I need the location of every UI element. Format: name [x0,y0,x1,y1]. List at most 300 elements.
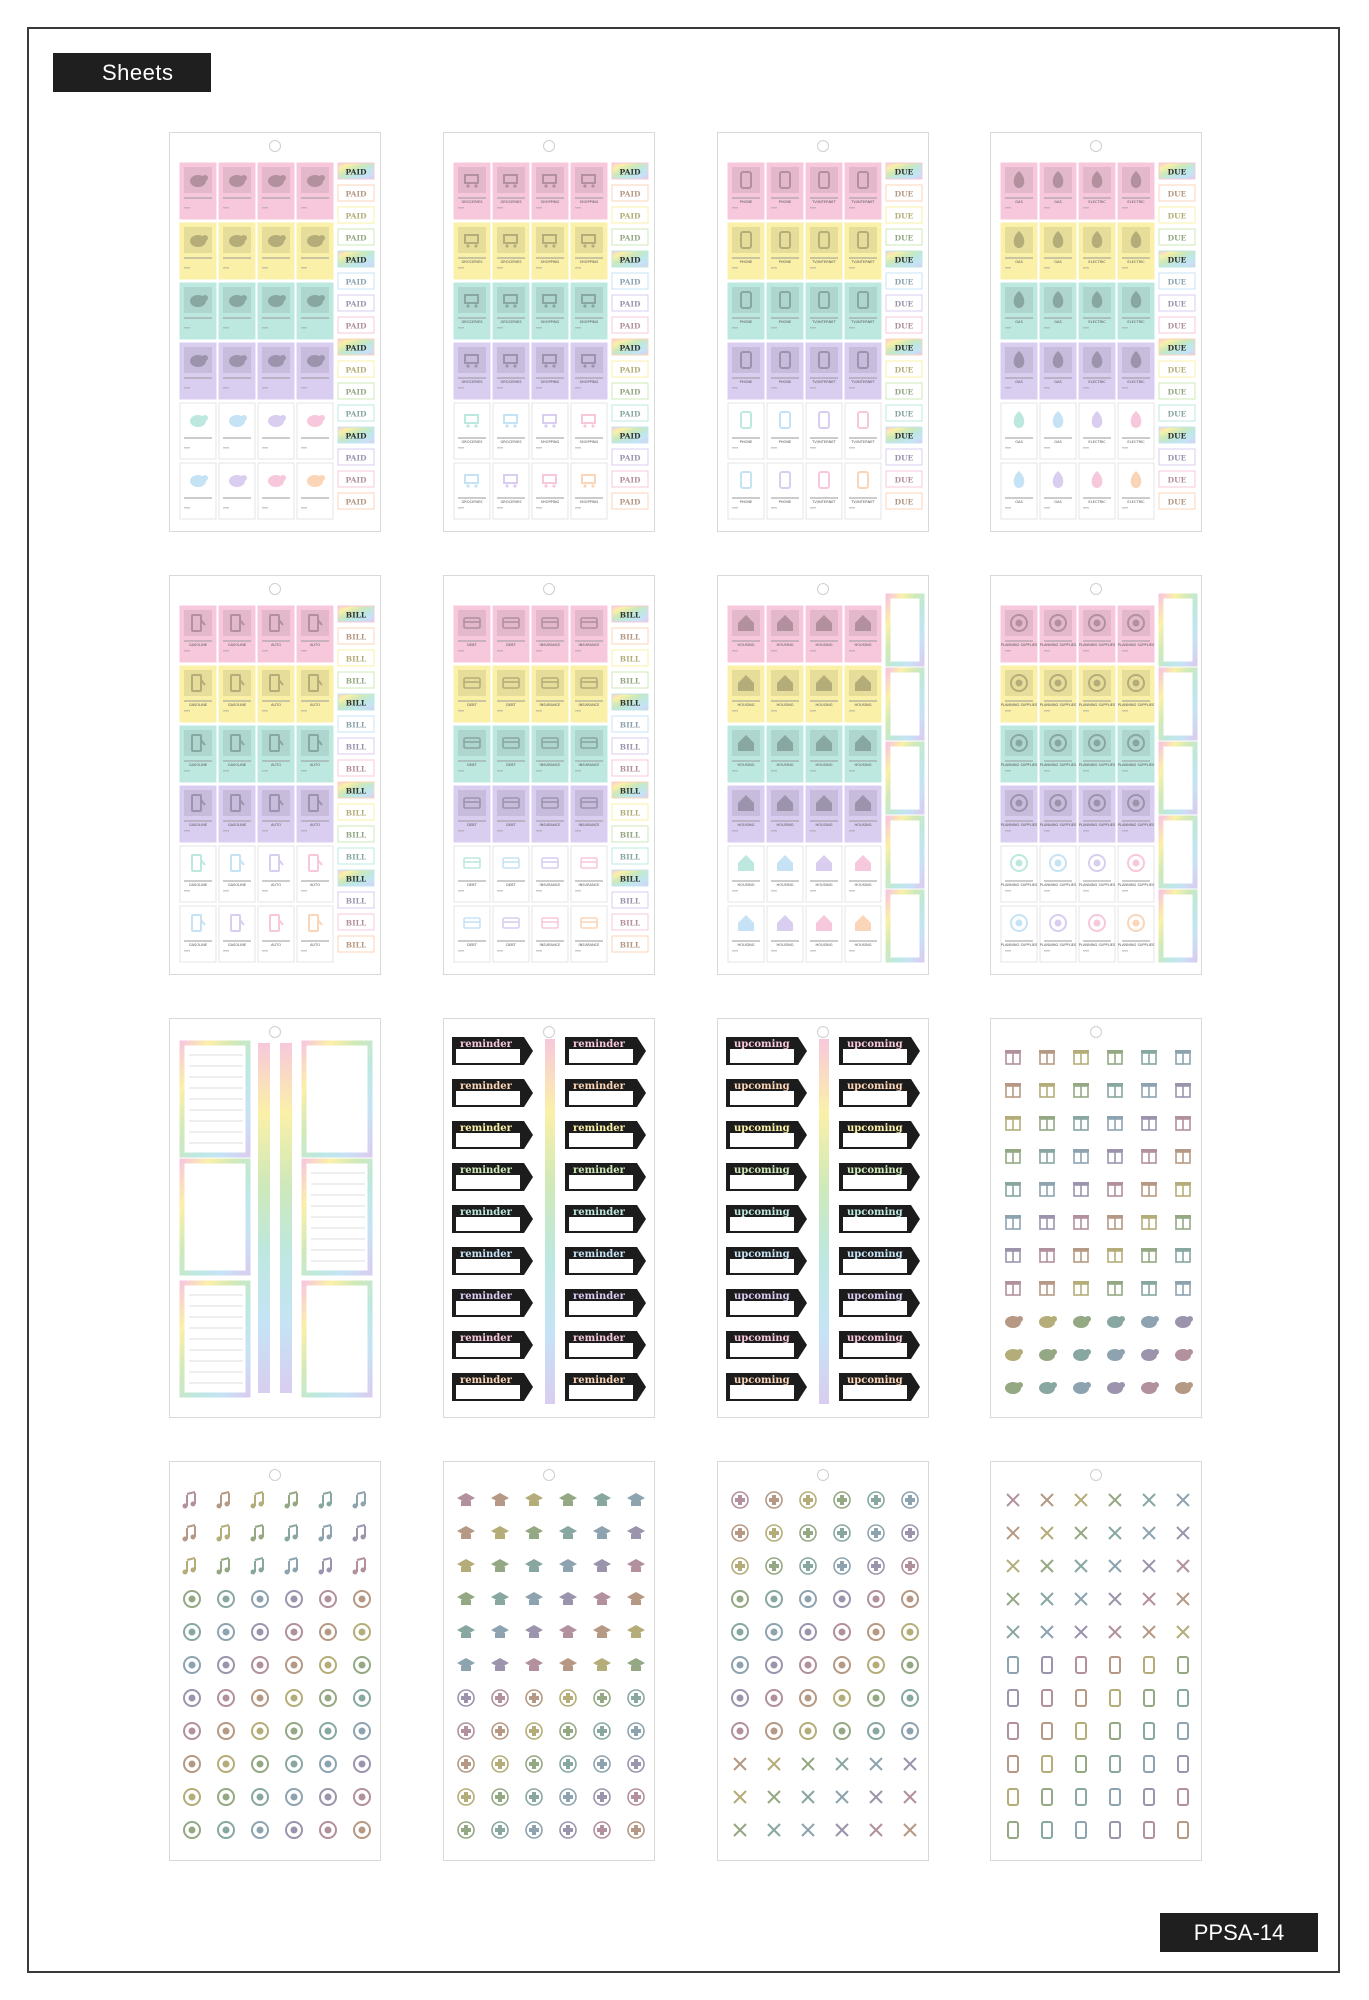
sticker-caption: GAS [1015,260,1023,264]
medical-cross-icon [870,1791,882,1803]
sticker-caption-line [301,880,329,882]
music-note-icon [183,1492,196,1509]
gift-icon [1141,1248,1157,1262]
graduation-cap-icon [457,1592,475,1605]
sticker-sheet-housing [717,575,929,975]
sticker-caption-line [223,820,251,822]
medical-cross-icon [802,1758,814,1770]
graduation-cap-icon [458,1822,474,1838]
medical-cross-icon [800,1624,816,1640]
sticker-caption-line [458,317,486,319]
tab-label: PAID [345,387,367,397]
music-note-icon [184,1690,200,1706]
sticker-caption-line [262,437,290,439]
sticker-caption-line [771,640,799,642]
flag-label: reminder [460,1207,512,1218]
music-note-icon [184,1756,200,1772]
gift-icon [1107,1149,1123,1163]
sticker-caption-line [1122,700,1150,702]
page-title: Sheets [53,53,211,92]
sticker-caption: DEBT [506,943,516,947]
music-note-icon [251,1558,264,1575]
sticker-tile [454,846,490,902]
sticker-caption-line [1044,317,1072,319]
medical-cross-icon [800,1525,816,1541]
tab-label: DUE [1167,365,1187,375]
graduation-cap-icon [627,1625,645,1638]
sticker-caption-line [497,700,525,702]
sticker-caption: SHOPPING [579,200,599,204]
sticker-caption-line [1122,377,1150,379]
sticker-caption-line [1044,197,1072,199]
music-note-icon [354,1822,370,1838]
sticker-caption: SHOPPING [579,320,599,324]
tab-label: PAID [345,321,367,331]
sticker-caption-line [497,317,525,319]
sticker-caption: GASOLINE [227,943,247,947]
sticker-caption-line [184,640,212,642]
sticker-caption-line [732,940,760,942]
flag-label: upcoming [734,1375,790,1386]
tab-label: BILL [345,676,367,686]
gift-icon [1141,1281,1157,1295]
fork-knife-icon [1144,1756,1154,1772]
sticker-caption: GASOLINE [188,943,208,947]
graduation-cap-icon [560,1789,576,1805]
tab-label: BILL [619,786,641,796]
sticker-caption: DEBT [506,763,516,767]
music-note-icon [319,1492,332,1509]
tab-label: DUE [1167,497,1187,507]
sticker-caption-line [849,197,877,199]
graduation-cap-icon [491,1625,509,1638]
flag-label: upcoming [734,1081,790,1092]
medical-cross-icon [734,1824,746,1836]
sticker-caption-line [1005,880,1033,882]
sticker-caption: GROCERIES [461,200,483,204]
graduation-cap-icon [491,1658,509,1671]
sticker-caption-line [458,377,486,379]
sticker-caption-line [732,377,760,379]
tab-label: BILL [619,874,641,884]
sticker-caption-line [497,940,525,942]
sticker-caption-line [849,497,877,499]
sticker-caption-line [262,497,290,499]
sticker-caption-line [536,197,564,199]
sticker-caption: TV/INTERNET [851,260,875,264]
sticker-caption-line [184,437,212,439]
gift-icon [1039,1382,1057,1394]
music-note-icon [184,1624,200,1640]
medical-cross-icon [834,1492,850,1508]
graduation-cap-icon [492,1690,508,1706]
fork-knife-icon [1076,1723,1086,1739]
music-note-icon [218,1723,234,1739]
sticker-tile [219,463,255,519]
sticker-tile [571,403,607,459]
graduation-cap-icon [525,1658,543,1671]
music-note-icon [218,1657,234,1673]
sticker-caption-line [1044,700,1072,702]
fork-knife-icon [1144,1657,1154,1673]
medical-cross-icon [902,1558,918,1574]
tab-label: BILL [345,610,367,620]
tab-label: BILL [345,720,367,730]
tab-label: BILL [345,764,367,774]
sticker-caption: GASOLINE [227,703,247,707]
sticker-caption-line [536,880,564,882]
flag-label: upcoming [734,1291,790,1302]
sticker-caption-line [262,377,290,379]
tab-label: DUE [1167,343,1187,353]
medical-cross-icon [766,1591,782,1607]
sticker-caption-line [1083,880,1111,882]
sticker-caption: PLANNING SUPPLIES [1000,943,1038,947]
fork-knife-icon [1143,1527,1155,1539]
graduation-cap-icon [492,1723,508,1739]
tab-label: DUE [1167,387,1187,397]
music-note-icon [320,1624,336,1640]
gift-icon [1107,1382,1125,1394]
tab-label: BILL [345,918,367,928]
sticker-caption-line [184,497,212,499]
music-note-icon [320,1723,336,1739]
sticker-caption-line [536,760,564,762]
sticker-caption-line [575,640,603,642]
tab-label: DUE [1167,409,1187,419]
music-note-icon [353,1558,366,1575]
tab-label: DUE [894,365,914,375]
sticker-sheet-upcoming [717,1018,929,1418]
music-note-icon [319,1558,332,1575]
fork-knife-icon [1144,1723,1154,1739]
fork-knife-icon [1110,1690,1120,1706]
sticker-caption-line [1122,640,1150,642]
sticker-caption: TV/INTERNET [812,380,836,384]
sticker-caption: INSURANCE [539,643,561,647]
sticker-caption: PLANNING SUPPLIES [1039,643,1077,647]
graduation-cap-icon [593,1526,611,1539]
sticker-caption: SHOPPING [540,320,560,324]
music-note-icon [285,1492,298,1509]
fork-knife-icon [1007,1593,1019,1605]
medical-cross-icon [766,1624,782,1640]
medical-cross-icon [732,1591,748,1607]
sticker-caption: DEBT [467,943,477,947]
medical-cross-icon [836,1758,848,1770]
sticker-caption: SHOPPING [540,260,560,264]
sticker-art [444,576,655,975]
sticker-caption-line [1083,317,1111,319]
graduation-cap-icon [458,1723,474,1739]
tab-label: BILL [619,808,641,818]
graduation-cap-icon [457,1493,475,1506]
sticker-caption-line [575,820,603,822]
sticker-sheet-planning [990,575,1202,975]
graduation-cap-icon [594,1789,610,1805]
tab-label: BILL [619,896,641,906]
fork-knife-icon [1007,1527,1019,1539]
sticker-caption: GAS [1015,200,1023,204]
sticker-caption: INSURANCE [539,823,561,827]
flag-label: reminder [573,1207,625,1218]
sticker-caption: PLANNING SUPPLIES [1039,883,1077,887]
fork-knife-icon [1076,1690,1086,1706]
sticker-caption: PLANNING SUPPLIES [1078,703,1116,707]
sticker-caption-line [497,437,525,439]
sticker-caption-line [1083,437,1111,439]
sticker-caption-line [771,257,799,259]
medical-cross-icon [904,1791,916,1803]
medical-cross-icon [732,1492,748,1508]
tab-label: BILL [345,852,367,862]
music-note-icon [217,1525,230,1542]
tab-label: BILL [345,830,367,840]
sticker-caption: PLANNING SUPPLIES [1117,943,1155,947]
sticker-caption: PHONE [739,260,753,264]
sticker-caption: PLANNING SUPPLIES [1000,883,1038,887]
sticker-caption-line [458,257,486,259]
sticker-caption: INSURANCE [578,823,600,827]
sticker-caption: GASOLINE [227,763,247,767]
sticker-caption: ELECTRIC [1127,500,1145,504]
music-note-icon [320,1789,336,1805]
music-note-icon [217,1558,230,1575]
sticker-caption: TV/INTERNET [851,500,875,504]
sticker-caption-line [262,197,290,199]
graduation-cap-icon [458,1756,474,1772]
medical-cross-icon [834,1624,850,1640]
tab-label: DUE [894,453,914,463]
medical-cross-icon [800,1558,816,1574]
music-note-icon [184,1591,200,1607]
music-note-icon [354,1789,370,1805]
sticker-sheet-gifts [990,1018,1202,1418]
sticker-caption: INSURANCE [578,703,600,707]
tab-label: BILL [619,830,641,840]
sticker-tile [532,846,568,902]
sticker-caption-line [497,880,525,882]
sticker-caption-line [223,197,251,199]
sticker-caption: GROCERIES [500,500,522,504]
sticker-caption-line [575,700,603,702]
gift-icon [1107,1083,1123,1097]
gift-icon [1005,1281,1021,1295]
sticker-caption-line [1005,640,1033,642]
fork-knife-icon [1042,1690,1052,1706]
sticker-caption-line [536,317,564,319]
tab-label: PAID [619,387,641,397]
music-note-icon [320,1690,336,1706]
fork-knife-icon [1042,1723,1052,1739]
gift-icon [1005,1083,1021,1097]
graduation-cap-icon [491,1493,509,1506]
fork-knife-icon [1007,1560,1019,1572]
sticker-sheet-health [717,1461,929,1861]
sticker-tile [571,463,607,519]
medical-cross-icon [902,1525,918,1541]
sticker-caption-line [849,700,877,702]
music-note-icon [218,1756,234,1772]
graduation-cap-icon [491,1592,509,1605]
gift-icon [1107,1316,1125,1328]
gift-icon [1005,1215,1021,1229]
sticker-caption-line [732,317,760,319]
rainbow-border-sticker [1161,892,1195,960]
sticker-caption: GROCERIES [461,440,483,444]
sticker-tile [571,846,607,902]
sticker-caption: ELECTRIC [1127,260,1145,264]
sticker-caption-line [810,820,838,822]
tab-label: BILL [345,632,367,642]
fork-knife-icon [1041,1626,1053,1638]
sticker-caption: GROCERIES [500,380,522,384]
rainbow-border-sticker [888,744,922,812]
sticker-caption: AUTO [270,643,282,647]
tab-label: PAID [619,409,641,419]
graduation-cap-icon [559,1559,577,1572]
sticker-caption-line [810,700,838,702]
sticker-caption-line [536,640,564,642]
sticker-caption: PHONE [778,200,792,204]
rainbow-border-sticker [1161,596,1195,664]
sticker-art [444,1462,655,1861]
sticker-sheet-reminder [443,1018,655,1418]
music-note-icon [285,1558,298,1575]
sticker-caption: ELECTRIC [1127,320,1145,324]
sticker-caption: HOUSING [815,763,833,767]
sticker-caption: AUTO [270,763,282,767]
sticker-caption-line [771,820,799,822]
sticker-caption-line [536,497,564,499]
tab-label: PAID [345,453,367,463]
medical-cross-icon [902,1723,918,1739]
gift-icon [1141,1215,1157,1229]
medical-cross-icon [768,1791,780,1803]
gift-icon [1039,1349,1057,1361]
medical-cross-icon [868,1492,884,1508]
gift-icon [1039,1248,1055,1262]
medical-cross-icon [868,1624,884,1640]
fork-knife-icon [1076,1822,1086,1838]
sticker-caption-line [849,940,877,942]
sticker-caption: SHOPPING [540,440,560,444]
flag-label: reminder [460,1333,512,1344]
sticker-tile [297,403,333,459]
gift-icon [1073,1281,1089,1295]
sticker-caption-line [810,257,838,259]
sticker-caption-line [1044,820,1072,822]
fork-knife-icon [1144,1789,1154,1805]
tab-label: PAID [345,431,367,441]
tab-label: PAID [619,453,641,463]
tab-label: DUE [894,497,914,507]
sticker-caption: PLANNING SUPPLIES [1000,763,1038,767]
music-note-icon [354,1591,370,1607]
sticker-caption-line [810,317,838,319]
sticker-caption-line [301,760,329,762]
sticker-caption-line [575,940,603,942]
sticker-caption-line [184,880,212,882]
gift-icon [1039,1215,1055,1229]
sticker-caption: GASOLINE [188,703,208,707]
sticker-caption: GROCERIES [461,500,483,504]
tab-label: PAID [345,409,367,419]
sticker-caption-line [771,940,799,942]
gift-icon [1107,1215,1123,1229]
graduation-cap-icon [627,1658,645,1671]
medical-cross-icon [902,1657,918,1673]
sticker-caption-line [810,880,838,882]
graduation-cap-icon [594,1690,610,1706]
gift-icon [1141,1382,1159,1394]
gift-icon [1039,1149,1055,1163]
sticker-caption-line [262,820,290,822]
fork-knife-icon [1178,1690,1188,1706]
music-note-icon [320,1822,336,1838]
fork-knife-icon [1076,1789,1086,1805]
medical-cross-icon [902,1624,918,1640]
sticker-sheet-dining [990,1461,1202,1861]
rainbow-border-sticker [1161,818,1195,886]
gift-icon [1005,1382,1023,1394]
tab-label: DUE [1167,277,1187,287]
sticker-tile [767,906,803,962]
music-note-icon [184,1723,200,1739]
sticker-caption: PLANNING SUPPLIES [1078,763,1116,767]
sticker-caption: GASOLINE [188,763,208,767]
graduation-cap-icon [593,1559,611,1572]
sticker-caption-line [1005,317,1033,319]
sticker-caption: ELECTRIC [1088,320,1106,324]
tab-label: BILL [345,654,367,664]
music-note-icon [285,1525,298,1542]
sticker-sheet-auto [169,575,381,975]
sticker-sheet-shopping [443,132,655,532]
sticker-caption: PLANNING SUPPLIES [1039,763,1077,767]
tab-label: DUE [894,431,914,441]
tab-label: PAID [619,431,641,441]
sticker-caption: SHOPPING [540,500,560,504]
sticker-caption-line [536,377,564,379]
music-note-icon [252,1657,268,1673]
fork-knife-icon [1178,1756,1188,1772]
fork-knife-icon [1007,1626,1019,1638]
music-note-icon [354,1624,370,1640]
sticker-caption: AUTO [270,883,282,887]
sticker-caption: HOUSING [854,703,872,707]
sticker-caption: HOUSING [815,703,833,707]
gift-icon [1175,1281,1191,1295]
sticker-caption: SHOPPING [579,380,599,384]
sticker-caption: GROCERIES [500,440,522,444]
flag-label: upcoming [847,1207,903,1218]
sticker-caption-line [732,880,760,882]
medical-cross-icon [768,1758,780,1770]
fork-knife-icon [1109,1626,1121,1638]
tab-label: BILL [345,940,367,950]
sticker-caption-line [301,437,329,439]
sticker-caption-line [575,377,603,379]
fork-knife-icon [1110,1789,1120,1805]
gift-icon [1073,1382,1091,1394]
sticker-art [444,133,655,532]
tab-label: PAID [619,233,641,243]
fork-knife-icon [1076,1657,1086,1673]
gift-icon [1073,1116,1089,1130]
sticker-caption-line [1044,940,1072,942]
sticker-caption-line [262,257,290,259]
